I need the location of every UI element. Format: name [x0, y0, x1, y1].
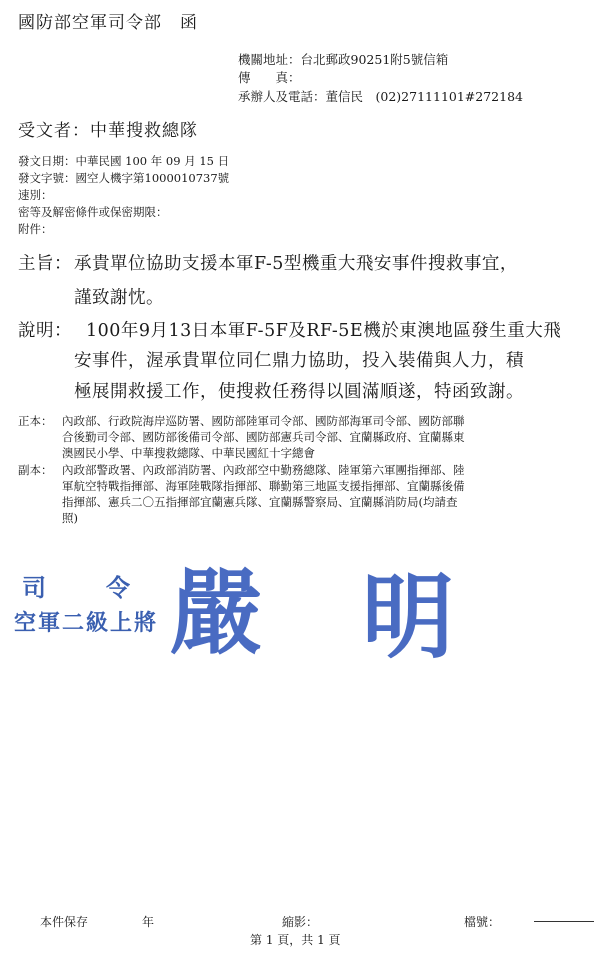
explanation-label: 說明：	[18, 321, 72, 341]
commander-title: 司 令	[22, 573, 134, 602]
fax-label: 傳 真：	[238, 70, 301, 85]
sub-copy-line: 照)	[62, 511, 78, 525]
recipient-name: 中華搜救總隊	[90, 121, 198, 141]
explanation-line: 100年9月13日本軍F-5F及RF-5E機於東澳地區發生重大飛	[86, 321, 562, 341]
recipient-row	[18, 116, 198, 141]
subject-label: 主旨：	[18, 254, 72, 274]
doc-number-value: 國空人機字第1000010737號	[75, 171, 230, 185]
sub-copy-line: 指揮部、憲兵二〇五指揮部宜蘭憲兵隊、宜蘭縣警察局、宜蘭縣消防局(均請查	[62, 495, 458, 509]
contact-row	[238, 87, 523, 105]
main-copy-label: 正本：	[18, 414, 53, 428]
name-stamp-char: 明	[362, 563, 455, 671]
address-value: 台北郵政90251附5號信箱	[300, 52, 449, 67]
subject-line: 謹致謝忱。	[74, 288, 164, 308]
doc-number-row	[18, 170, 229, 186]
recipient-label: 受文者：	[18, 121, 90, 141]
date-value: 中華民國 100 年 09 月 15 日	[75, 154, 230, 168]
attachment-label: 附件：	[18, 222, 53, 236]
explanation-line: 極展開救援工作，使搜救任務得以圓滿順遂，特函致謝。	[74, 382, 524, 402]
date-row	[18, 153, 229, 169]
sub-copy-label: 副本：	[18, 463, 53, 477]
explanation-line: 安事件，渥承貴單位同仁鼎力協助，投入裝備與人力，積	[74, 351, 524, 371]
commander-rank: 空軍二級上將	[14, 610, 159, 636]
subject-line: 承貴單位協助支援本軍F-5型機重大飛安事件搜救事宜，	[74, 254, 518, 274]
name-stamp-char: 嚴	[170, 559, 263, 667]
document-title: 國防部空軍司令部 函	[18, 13, 198, 33]
sub-copy-line: 內政部警政署、內政部消防署、內政部空中勤務總隊、陸軍第六軍團指揮部、陸	[62, 463, 465, 477]
contact-value: 董信民 (02)27111101#272184	[325, 89, 523, 104]
retention-year-label: 年	[142, 915, 155, 929]
page-indicator: 第 1 頁，共 1 頁	[250, 933, 341, 947]
contact-label: 承辦人及電話：	[238, 89, 326, 104]
address-label: 機關地址：	[238, 52, 301, 67]
archive-number-label: 檔號：	[464, 915, 501, 929]
microfilm-label: 縮影：	[282, 915, 319, 929]
speed-label: 速別：	[18, 188, 53, 202]
main-copy-line: 澳國民小學、中華搜救總隊、中華民國紅十字總會	[62, 446, 315, 460]
retention-label: 本件保存	[40, 915, 89, 929]
secret-label: 密等及解密條件或保密期限：	[18, 205, 168, 219]
doc-number-label: 發文字號：	[18, 171, 76, 185]
fax-row	[238, 68, 301, 86]
archive-number-line	[534, 921, 594, 922]
address-row	[238, 50, 448, 68]
main-copy-line: 合後勤司令部、國防部後備司令部、國防部憲兵司令部、宜蘭縣政府、宜蘭縣東	[62, 430, 465, 444]
main-copy-line: 內政部、行政院海岸巡防署、國防部陸軍司令部、國防部海軍司令部、國防部聯	[62, 414, 465, 428]
date-label: 發文日期：	[18, 154, 76, 168]
sub-copy-line: 軍航空特戰指揮部、海軍陸戰隊指揮部、聯勤第三地區支援指揮部、宜蘭縣後備	[62, 479, 465, 493]
